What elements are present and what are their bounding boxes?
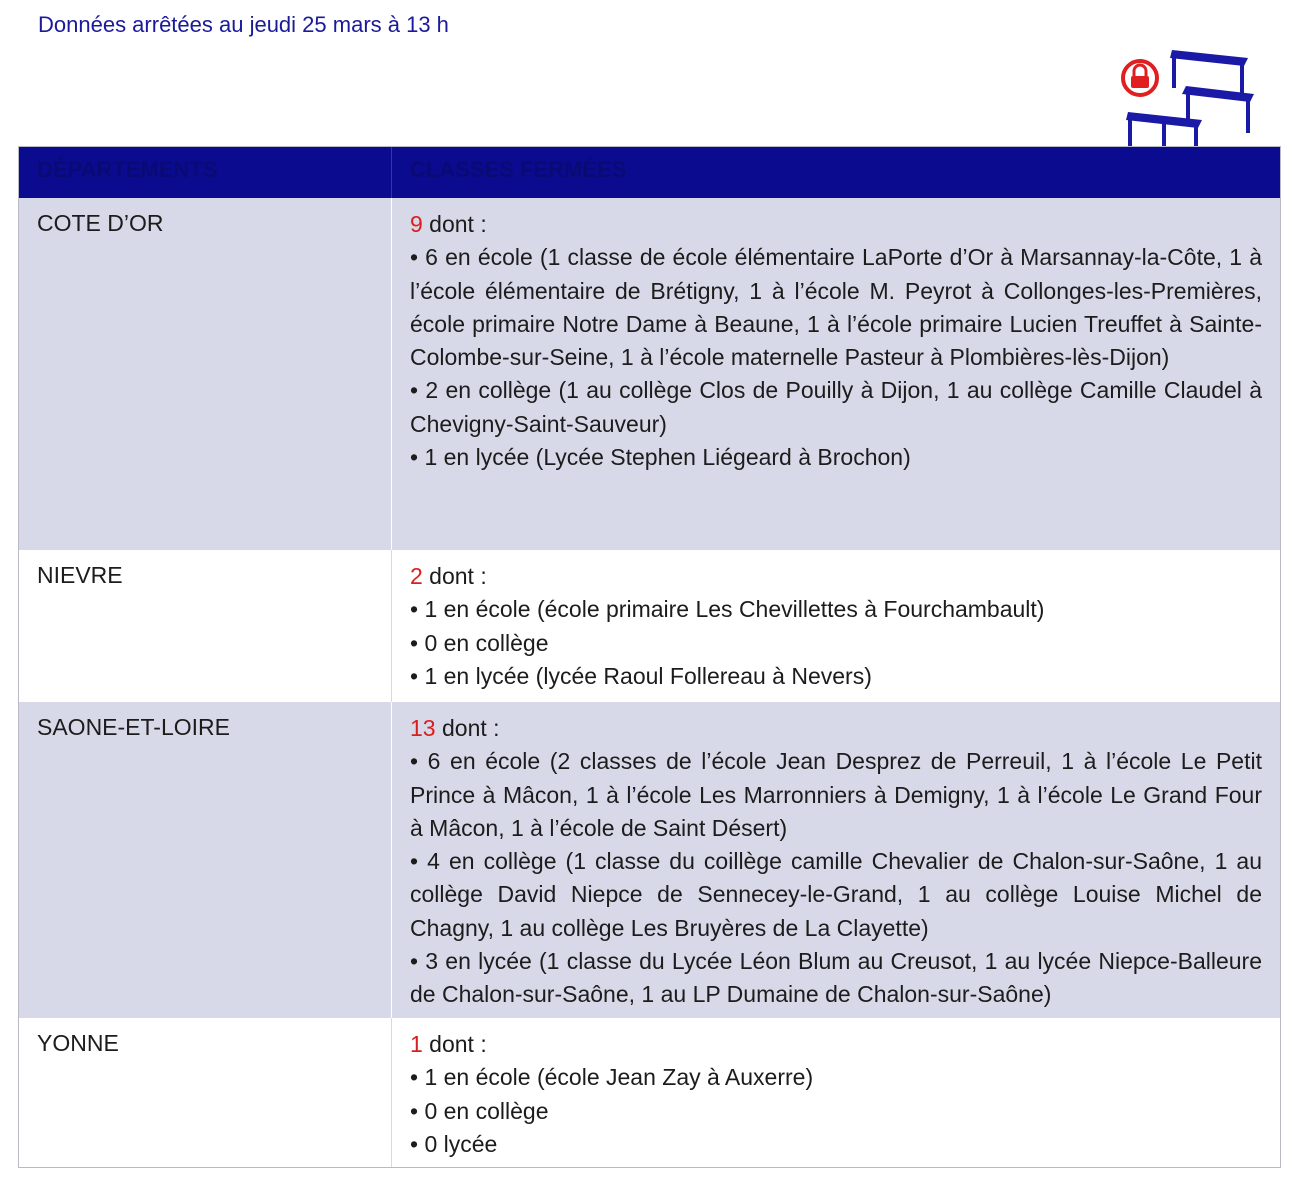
- detail-line: • 0 en collège: [410, 629, 549, 656]
- detail-line: • 1 en école (école primaire Les Chevillettes à Fourchambault): [410, 596, 1045, 623]
- detail-line: • 6 en école (2 classes de l’école Jean Desprez de Perreuil, 1 à l’école Le Petit Prince à Mâcon, 1 à l’école Les Marronniers à Demigny, 1 à l’école Le Grand Four à Mâcon, 1 à l’école de Saint Désert): [410, 748, 1262, 841]
- dont-label: dont :: [422, 1031, 487, 1057]
- detail-line: • 1 en lycée (Lycée Stephen Liégeard à Brochon): [410, 444, 911, 471]
- detail-line: • 2 en collège (1 au collège Clos de Pouilly à Dijon, 1 au collège Camille Claudel à Chevigny-Saint-Sauveur): [410, 377, 1262, 437]
- detail-line: • 1 en lycée (lycée Raoul Follereau à Nevers): [410, 662, 872, 689]
- data-date-subtitle: Données arrêtées au jeudi 25 mars à 13 h: [38, 12, 449, 37]
- detail-line: • 6 en école (1 classe de école élémentaire LaPorte d’Or à Marsannay-la-Côte, 1 à l’école élémentaire de Brétigny, 1 à l’école M. Peyrot à Collonges-les-Premières, école primaire Notre Dame à Beaune, 1 à l’école primaire Lucien Treuffet à Sainte-Colombe-sur-Seine, 1 à l’école maternelle Pasteur à Plombières-lès-Dijon): [410, 244, 1262, 371]
- table-row: [19, 198, 1280, 550]
- table-row: [19, 702, 1280, 1018]
- detail-line: • 0 lycée: [410, 1130, 498, 1157]
- detail-line: • 3 en lycée (1 classe du Lycée Léon Blum au Creusot, 1 au lycée Niepce-Balleure de Chalon-sur-Saône, 1 au LP Dumaine de Chalon-sur-Saône): [410, 948, 1262, 1008]
- table-header: [19, 147, 1280, 198]
- table-row: [19, 1018, 1280, 1167]
- dont-label: dont :: [422, 211, 487, 237]
- header-departements: DÉPARTEMENTS: [19, 147, 392, 198]
- detail-line: • 0 en collège: [410, 1097, 549, 1124]
- closed-classroom-desks-lock-icon: [1110, 44, 1260, 148]
- dont-label: dont :: [422, 563, 487, 589]
- closed-count: 9: [410, 211, 423, 237]
- closed-classes-cell: [392, 550, 1280, 702]
- detail-line: • 1 en école (école Jean Zay à Auxerre): [410, 1064, 814, 1091]
- dont-label: dont :: [435, 715, 500, 741]
- closed-count: 2: [410, 563, 423, 589]
- header-classes-fermees: CLASSES FERMÉES: [410, 157, 627, 182]
- department-name: NIEVRE: [19, 550, 392, 702]
- closed-count: 13: [410, 715, 436, 741]
- closed-count: 1: [410, 1031, 423, 1057]
- closed-classes-table: [18, 146, 1281, 1168]
- department-name: YONNE: [19, 1018, 392, 1167]
- detail-line: • 4 en collège (1 classe du coillège camille Chevalier de Chalon-sur-Saône, 1 au collège David Niepce de Sennecey-le-Grand, 1 au collège Louise Michel de Chagny, 1 au collège Les Bruyères de La Clayette): [410, 848, 1262, 941]
- department-name: COTE D’OR: [19, 198, 392, 550]
- closed-classes-cell: [392, 702, 1280, 1018]
- department-name: SAONE-ET-LOIRE: [19, 702, 392, 1018]
- table-row: [19, 550, 1280, 702]
- closed-classes-cell: [392, 1018, 1280, 1167]
- closed-classes-cell: [392, 198, 1280, 550]
